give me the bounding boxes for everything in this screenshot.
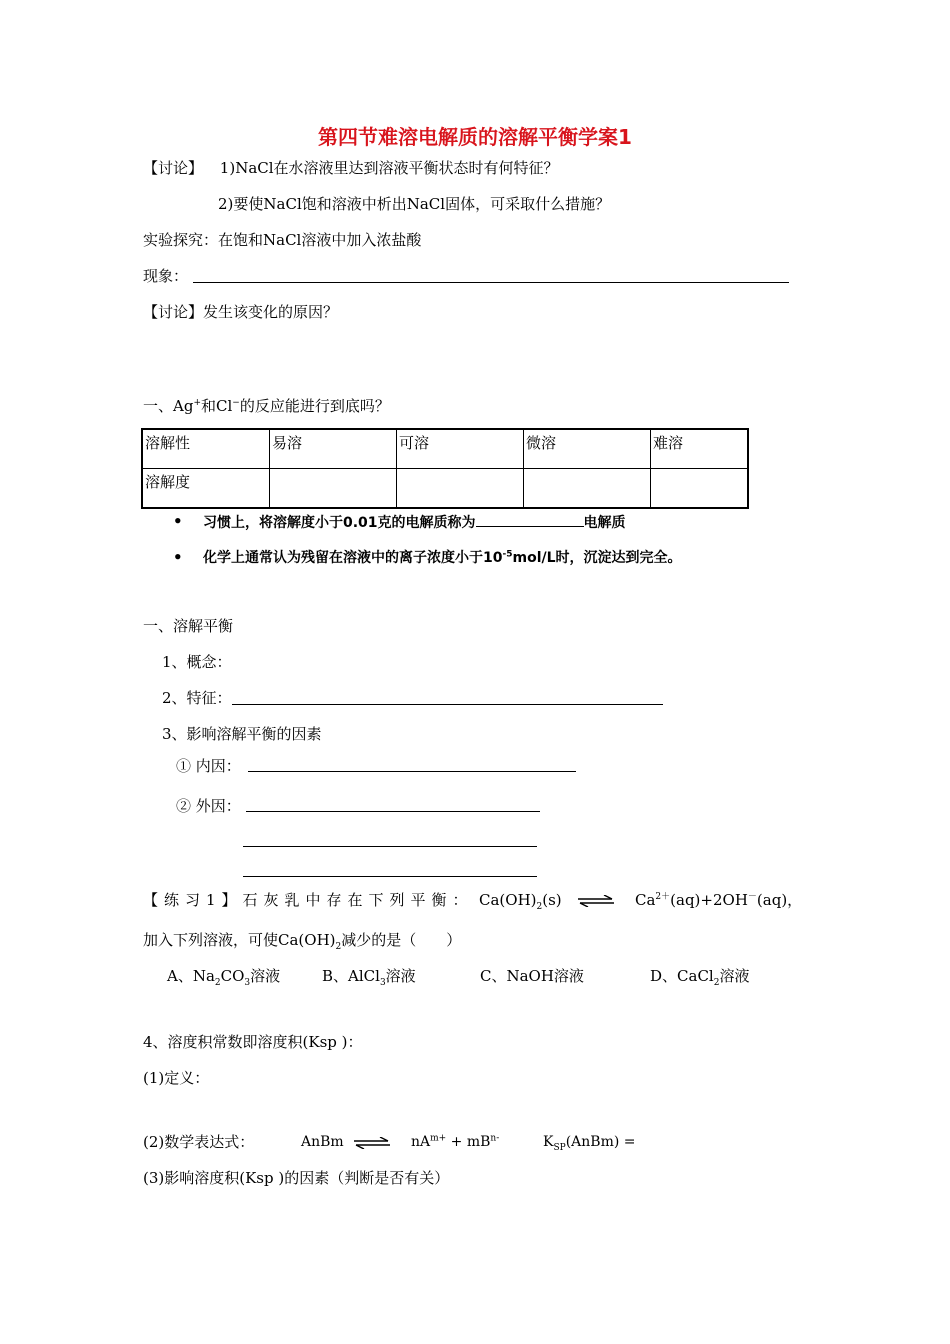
practice-question-text: 加入下列溶液，可使Ca(OH) xyxy=(143,931,336,949)
eq-reactant-state: (s) xyxy=(542,891,562,909)
ag-charge: + xyxy=(193,398,201,408)
option-b-text: B、AlCl xyxy=(322,967,380,985)
equilibrium-arrow-icon xyxy=(352,1137,392,1149)
bullet-icon: • xyxy=(173,512,183,530)
option-a-sub2: 3 xyxy=(244,978,251,988)
eq-reactant-sub: 2 xyxy=(536,902,543,912)
option-a-mid: CO xyxy=(220,967,245,985)
option-c[interactable]: C、NaOH溶液 xyxy=(480,967,584,985)
bullet-2-exponent: -5 xyxy=(502,549,513,560)
feature-label: 2、特征： xyxy=(162,689,232,707)
table-row xyxy=(142,429,748,469)
expression-product-1: nA xyxy=(411,1134,431,1150)
option-d-sub: 2 xyxy=(713,978,720,988)
bullet-2 xyxy=(203,548,682,568)
practice-question xyxy=(143,930,461,950)
expression-reactant: AnBm xyxy=(301,1134,344,1150)
bullet-icon: • xyxy=(173,548,183,566)
discussion-2: 【讨论】发生该变化的原因？ xyxy=(143,303,339,321)
option-a-text: A、Na xyxy=(167,967,215,985)
ksp-factors: (3)影响溶度积(Ksp )的因素（判断是否有关） xyxy=(143,1169,450,1187)
definition-label: (1)定义： xyxy=(143,1069,210,1087)
internal-factor-blank[interactable] xyxy=(248,771,576,772)
option-d-text: D、CaCl xyxy=(650,967,714,985)
option-b[interactable] xyxy=(322,966,416,986)
external-factor-label: ② 外因： xyxy=(176,797,241,815)
expression-ksp-k: K xyxy=(543,1134,554,1150)
ag-question-prefix: 一、Ag xyxy=(143,397,194,415)
option-a-sub1: 2 xyxy=(214,978,221,988)
expression-product-1-charge: m+ xyxy=(430,1133,447,1144)
practice-question-suffix: 减少的是（ ） xyxy=(341,931,462,949)
option-b-sub: 3 xyxy=(379,978,386,988)
table-row xyxy=(142,469,748,509)
table-cell-blank[interactable] xyxy=(524,469,651,509)
section-dissolution-equilibrium: 一、溶解平衡 xyxy=(143,617,234,635)
table-cell-blank[interactable] xyxy=(270,469,397,509)
expression-ksp xyxy=(543,1132,636,1152)
practice-label xyxy=(143,890,474,910)
table-cell: 难溶 xyxy=(651,429,749,469)
practice-equation-products xyxy=(635,890,802,910)
table-cell: 微溶 xyxy=(524,429,651,469)
bullet-1-text: 习惯上，将溶解度小于0.01克的电解质称为 xyxy=(203,515,476,531)
equilibrium-arrow-icon xyxy=(576,895,616,907)
page-title: 第四节难溶电解质的溶解平衡学案1 xyxy=(318,125,632,149)
expression-label: (2)数学表达式： xyxy=(143,1133,255,1151)
table-cell-blank[interactable] xyxy=(397,469,524,509)
expression-ksp-sub: SP xyxy=(553,1142,566,1153)
bullet-1-blank[interactable] xyxy=(476,512,584,527)
expression-ksp-rest: (AnBm) = xyxy=(565,1134,636,1150)
expression-product-2: + mB xyxy=(446,1134,491,1150)
bullet-2-text: 化学上通常认为残留在溶液中的离子浓度小于10 xyxy=(203,550,503,566)
discussion-label: 【讨论】 xyxy=(143,159,204,177)
option-b-suffix: 溶液 xyxy=(385,967,416,985)
eq-ca: Ca xyxy=(635,891,656,909)
external-factor-blank-3[interactable] xyxy=(243,876,537,877)
practice-question-sub: 2 xyxy=(335,942,342,952)
option-d[interactable] xyxy=(650,966,749,986)
table-cell: 溶解度 xyxy=(142,469,270,509)
cl-charge: − xyxy=(232,398,240,408)
table-cell: 易溶 xyxy=(270,429,397,469)
option-d-suffix: 溶液 xyxy=(719,967,750,985)
table-cell-blank[interactable] xyxy=(651,469,749,509)
eq-reactant: Ca(OH) xyxy=(479,891,537,909)
bullet-1 xyxy=(203,512,626,533)
phenomenon-label: 现象： xyxy=(143,267,189,285)
external-factor-blank-2[interactable] xyxy=(243,846,537,847)
bullet-1-suffix: 电解质 xyxy=(583,515,626,531)
ag-question-suffix: 的反应能进行到底吗？ xyxy=(239,397,390,415)
internal-factor-label: ① 内因： xyxy=(176,757,241,775)
eq-ca-charge: 2＋ xyxy=(655,892,671,902)
option-a[interactable] xyxy=(167,966,280,986)
ag-question-mid: 和Cl xyxy=(200,397,233,415)
solubility-table xyxy=(141,428,749,509)
expression-product-2-charge: n- xyxy=(490,1133,500,1144)
ksp-title: 4、溶度积常数即溶度积(Ksp )： xyxy=(143,1033,363,1051)
ag-question xyxy=(143,396,390,416)
bullet-2-suffix: mol/L时，沉淀达到完全。 xyxy=(512,550,682,566)
practice-title: 【练习1】石灰乳中存在下列平衡： xyxy=(143,891,474,909)
discussion-1 xyxy=(143,158,559,178)
eq-oh: (aq)+2OH xyxy=(670,891,748,909)
practice-equation xyxy=(479,890,562,910)
discussion-question-2: 2)要使NaCl饱和溶液中析出NaCl固体，可采取什么措施？ xyxy=(218,195,611,213)
table-cell: 可溶 xyxy=(397,429,524,469)
concept-label: 1、概念： xyxy=(162,653,232,671)
phenomenon-blank[interactable] xyxy=(193,282,789,283)
experiment-text: 实验探究：在饱和NaCl溶液中加入浓盐酸 xyxy=(143,231,422,249)
expression-products xyxy=(411,1132,499,1152)
eq-end: (aq)， xyxy=(756,891,803,909)
external-factor-blank-1[interactable] xyxy=(246,811,540,812)
option-a-suffix: 溶液 xyxy=(250,967,281,985)
factors-label: 3、影响溶解平衡的因素 xyxy=(162,725,322,743)
feature-blank[interactable] xyxy=(232,704,663,705)
eq-oh-charge: － xyxy=(747,892,757,902)
table-cell: 溶解性 xyxy=(142,429,270,469)
discussion-question-1: 1)NaCl在水溶液里达到溶液平衡状态时有何特征？ xyxy=(219,159,559,177)
